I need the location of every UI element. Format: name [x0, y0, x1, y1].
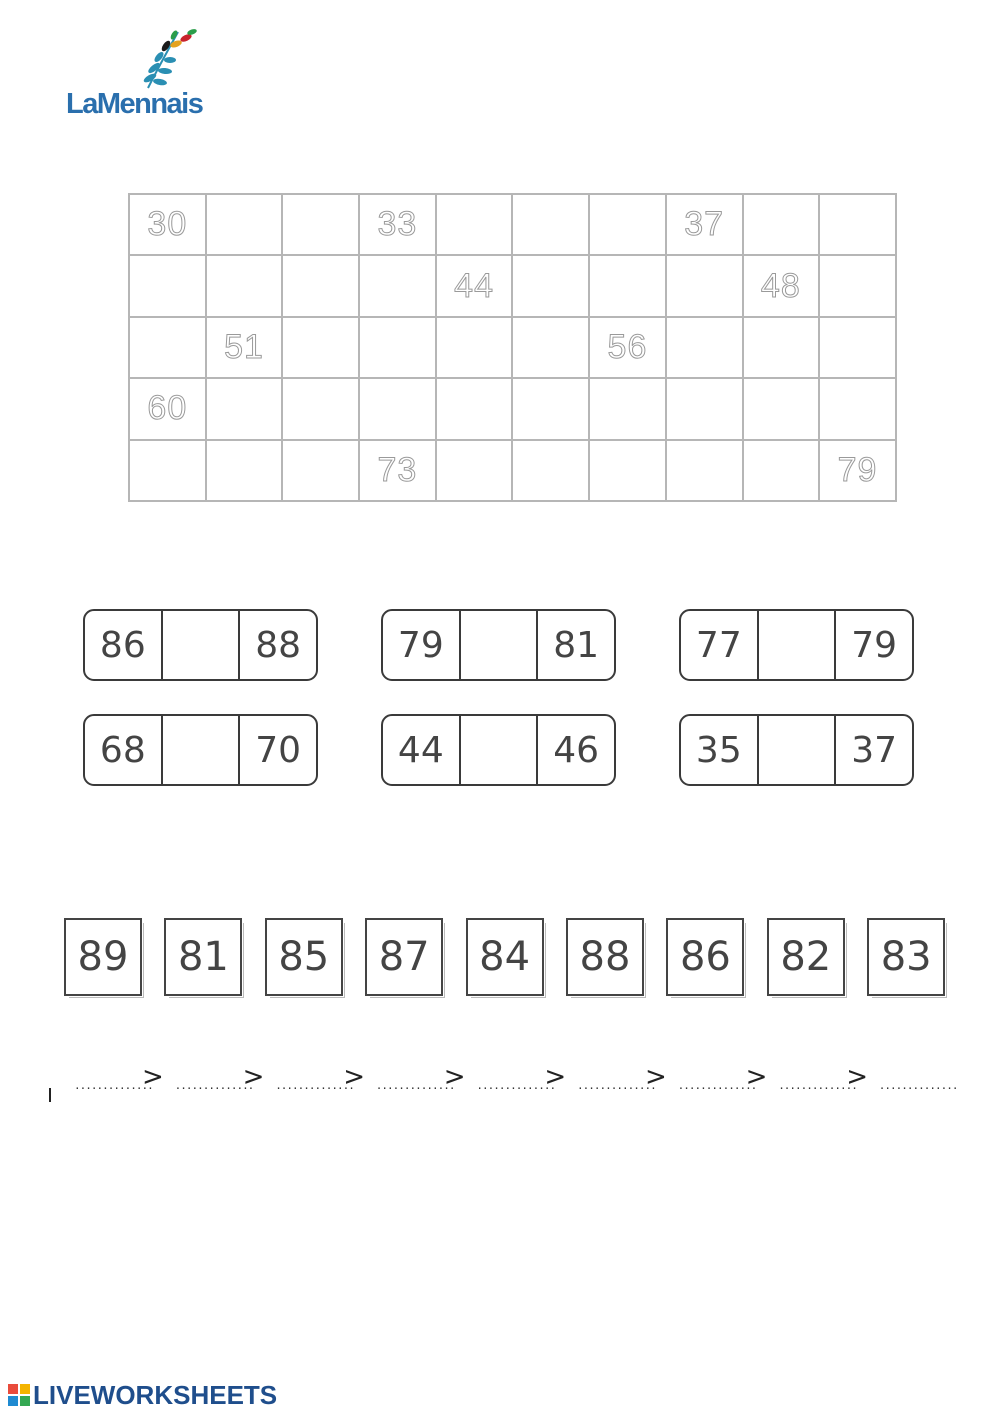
grid-cell[interactable] — [513, 441, 590, 502]
grid-cell: 44 — [437, 256, 514, 317]
number-card: 85 — [265, 918, 343, 996]
number-card: 82 — [767, 918, 845, 996]
grid-cell: 79 — [820, 441, 897, 502]
grid-cell[interactable] — [667, 256, 744, 317]
triple-right-number: 46 — [553, 729, 600, 771]
answer-blank[interactable]: .............. — [778, 1079, 857, 1092]
grid-cell[interactable] — [513, 379, 590, 440]
number-card: 83 — [867, 918, 945, 996]
greater-than-symbol: > — [544, 1062, 567, 1092]
grid-cell: 48 — [744, 256, 821, 317]
triple-right-number: 37 — [851, 729, 898, 771]
logo-text: LaMennais — [66, 88, 203, 120]
grid-cell[interactable] — [744, 195, 821, 256]
text-cursor — [49, 1088, 51, 1102]
number-triple — [381, 714, 616, 786]
grid-cell[interactable] — [207, 256, 284, 317]
missing-number-blank[interactable] — [757, 716, 837, 784]
number-card: 89 — [64, 918, 142, 996]
grid-cell[interactable] — [590, 441, 667, 502]
greater-than-symbol: > — [343, 1062, 365, 1092]
greater-than-symbol: > — [745, 1062, 768, 1092]
missing-number-blank[interactable] — [161, 611, 241, 679]
grid-cell[interactable] — [437, 441, 514, 502]
grid-cell[interactable] — [437, 379, 514, 440]
answer-blank[interactable]: .............. — [375, 1079, 455, 1092]
wheat-leaf-icon — [140, 28, 200, 90]
answer-blank[interactable]: .............. — [878, 1079, 958, 1092]
number-card: 81 — [164, 918, 242, 996]
grid-cell[interactable] — [590, 379, 667, 440]
grid-cell[interactable] — [283, 318, 360, 379]
greater-than-symbol: > — [142, 1062, 164, 1092]
greater-than-symbol: > — [846, 1062, 868, 1092]
grid-cell[interactable] — [513, 318, 590, 379]
number-card: 86 — [666, 918, 744, 996]
number-triple — [381, 609, 616, 681]
grid-cell[interactable] — [513, 195, 590, 256]
grid-cell: 73 — [360, 441, 437, 502]
number-triple — [679, 714, 914, 786]
grid-cell[interactable] — [820, 318, 897, 379]
grid-cell: 60 — [130, 379, 207, 440]
triple-left-number: 35 — [695, 729, 742, 771]
grid-cell[interactable] — [744, 318, 821, 379]
grid-cell[interactable] — [130, 441, 207, 502]
grid-cell[interactable] — [667, 379, 744, 440]
grid-cell[interactable] — [360, 379, 437, 440]
triple-left-number: 68 — [99, 729, 146, 771]
triple-left-number: 44 — [397, 729, 444, 771]
grid-cell: 37 — [667, 195, 744, 256]
grid-cell[interactable] — [744, 441, 821, 502]
grid-cell[interactable] — [360, 318, 437, 379]
missing-number-blank[interactable] — [459, 611, 539, 679]
ordering-line — [44, 1062, 958, 1106]
greater-than-symbol: > — [443, 1062, 466, 1092]
grid-cell[interactable] — [283, 195, 360, 256]
answer-blank[interactable]: .............. — [174, 1079, 254, 1092]
grid-cell[interactable] — [667, 318, 744, 379]
number-card: 84 — [466, 918, 544, 996]
grid-cell[interactable] — [744, 379, 821, 440]
footer-brand: LIVEWORKSHEETS — [33, 1380, 278, 1410]
grid-cell[interactable] — [207, 195, 284, 256]
grid-cell: 51 — [207, 318, 284, 379]
number-triple — [83, 609, 318, 681]
number-triple — [83, 714, 318, 786]
triple-left-number: 79 — [397, 624, 444, 666]
grid-cell[interactable] — [360, 256, 437, 317]
answer-blank[interactable]: .............. — [275, 1079, 354, 1092]
missing-number-blank[interactable] — [161, 716, 241, 784]
number-grid — [128, 193, 897, 502]
grid-cell[interactable] — [820, 379, 897, 440]
grid-cell[interactable] — [590, 256, 667, 317]
grid-cell[interactable] — [667, 441, 744, 502]
grid-cell[interactable] — [437, 318, 514, 379]
grid-cell[interactable] — [820, 256, 897, 317]
grid-cell[interactable] — [283, 379, 360, 440]
grid-cell: 30 — [130, 195, 207, 256]
greater-than-symbol: > — [645, 1062, 667, 1092]
triple-right-number: 70 — [255, 729, 302, 771]
grid-cell[interactable] — [437, 195, 514, 256]
number-card: 87 — [365, 918, 443, 996]
grid-cell[interactable] — [130, 256, 207, 317]
missing-number-blank[interactable] — [757, 611, 837, 679]
grid-cell[interactable] — [820, 195, 897, 256]
triple-right-number: 81 — [553, 624, 600, 666]
grid-cell[interactable] — [513, 256, 590, 317]
la-mennais-logo — [60, 26, 230, 130]
answer-blank[interactable]: .............. — [476, 1079, 556, 1092]
grid-cell: 33 — [360, 195, 437, 256]
triple-right-number: 88 — [255, 624, 302, 666]
triple-left-number: 77 — [695, 624, 742, 666]
number-card: 88 — [566, 918, 644, 996]
grid-cell[interactable] — [590, 195, 667, 256]
answer-blank[interactable]: .............. — [577, 1079, 656, 1092]
number-triple — [679, 609, 914, 681]
grid-cell[interactable] — [207, 441, 284, 502]
triple-left-number: 86 — [99, 624, 146, 666]
answer-blank[interactable]: .............. — [677, 1079, 757, 1092]
grid-cell[interactable] — [283, 441, 360, 502]
answer-blank[interactable]: .............. — [74, 1079, 153, 1092]
triple-right-number: 79 — [851, 624, 898, 666]
grid-cell[interactable] — [207, 379, 284, 440]
liveworksheets-icon — [8, 1384, 30, 1406]
missing-number-blank[interactable] — [459, 716, 539, 784]
grid-cell: 56 — [590, 318, 667, 379]
greater-than-symbol: > — [242, 1062, 265, 1092]
grid-cell[interactable] — [283, 256, 360, 317]
grid-cell[interactable] — [130, 318, 207, 379]
